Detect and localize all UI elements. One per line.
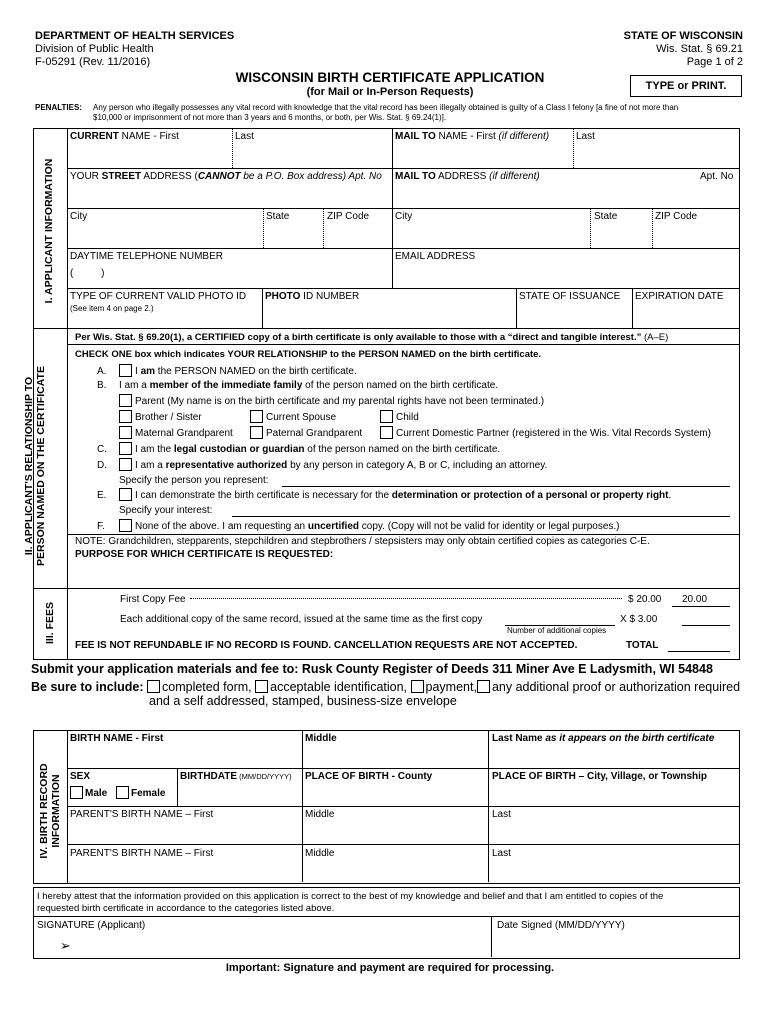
total-label: TOTAL [626, 640, 659, 651]
child-label: Child [396, 412, 419, 423]
include-list: Be sure to include: completed form, acceptable identification, payment, any additional proof or authorization required [31, 680, 741, 694]
option-b-text: I am a member of the immediate family of the person named on the birth certificate. [119, 380, 499, 391]
male-label: Male [85, 788, 108, 799]
checkbox-parent[interactable] [119, 394, 132, 407]
zip-label: ZIP Code [327, 211, 370, 222]
option-c-text: I am the legal custodian or guardian of the person named on the birth certificate. [135, 444, 501, 455]
state-label: State [266, 211, 290, 222]
attest-text-1: I hereby attest that the information provided on this application is correct to the best of my knowledge and belief and that I am entitled to copies of the [37, 891, 664, 902]
checkbox-current-spouse[interactable] [250, 410, 263, 423]
mail-address-input[interactable] [395, 186, 735, 206]
expiration-input[interactable] [635, 306, 735, 326]
checkbox-e[interactable] [119, 488, 132, 501]
submit-instructions: Submit your application materials and fee to: Rusk County Register of Deeds 311 Miner Ave E Ladysmith, WI 54848 [31, 662, 713, 676]
checkbox-f[interactable] [119, 519, 132, 532]
checkbox-payment[interactable] [411, 680, 424, 693]
checkbox-completed-form[interactable] [147, 680, 160, 693]
check-one-instruction: CHECK ONE box which indicates YOUR RELATIONSHIP to the PERSON NAMED on the birth certificate. [75, 349, 542, 360]
parent1-first-input[interactable] [70, 823, 298, 842]
parent2-first-input[interactable] [70, 862, 298, 881]
expiration-label: EXPIRATION DATE [635, 291, 724, 302]
street-address-input[interactable] [70, 186, 390, 206]
birth-last-input[interactable] [492, 747, 735, 766]
mail-city-label: City [395, 211, 413, 222]
attest-text-2: requested birth certificate in accordance to the categories listed above. [37, 903, 335, 914]
section3-side-label: III. FEES [44, 602, 56, 645]
birth-name-first-label: BIRTH NAME - First [70, 733, 164, 744]
not-refundable-notice: FEE IS NOT REFUNDABLE IF NO RECORD IS FOUND. CANCELLATION REQUESTS ARE NOT ACCEPTED. [75, 640, 578, 651]
zip-input[interactable] [327, 226, 389, 246]
additional-copies-caption: Number of additional copies [507, 626, 607, 635]
birth-middle-input[interactable] [305, 747, 485, 766]
parent1-middle-input[interactable] [305, 823, 485, 842]
parent1-last-input[interactable] [492, 823, 735, 842]
signature-arrow-icon: ➢ [60, 938, 71, 953]
sex-label: SEX [70, 771, 91, 782]
section1-side-label: I. APPLICANT INFORMATION [43, 158, 55, 304]
parent1-middle-label: Middle [305, 809, 335, 820]
photo-id-number-label: PHOTO ID NUMBER [265, 291, 360, 302]
first-copy-fee: $ 20.00 [628, 594, 662, 605]
form-number: F-05291 (Rev. 11/2016) [35, 56, 151, 68]
penalties-label: PENALTIES: [35, 103, 82, 112]
state-issuance-label: STATE OF ISSUANCE [519, 291, 621, 302]
section4-side-label: IV. BIRTH RECORD INFORMATION [38, 763, 62, 859]
last-name-label: Last [235, 131, 254, 142]
pob-city-input[interactable] [492, 785, 735, 804]
parent1-last-label: Last [492, 809, 511, 820]
state-name: STATE OF WISCONSIN [623, 30, 743, 42]
first-copy-label: First Copy Fee [120, 594, 186, 605]
current-last-name-input[interactable] [235, 146, 390, 166]
date-signed-input[interactable] [497, 934, 735, 954]
phone-input[interactable]: ( ) [70, 268, 105, 279]
birthdate-input[interactable] [180, 785, 298, 804]
d-specify-input[interactable] [282, 486, 730, 487]
checkbox-a[interactable] [119, 364, 132, 377]
birth-first-input[interactable] [70, 747, 298, 766]
checkbox-female[interactable] [116, 786, 129, 799]
phone-label: DAYTIME TELEPHONE NUMBER [70, 251, 223, 262]
mail-to-name-label: MAIL TO NAME - First (if different) [395, 131, 550, 142]
section2-intro: Per Wis. Stat. § 69.20(1), a CERTIFIED copy of a birth certificate is only available to those with a “direct and tangible interest.” (A–E) [75, 332, 669, 343]
mail-state-input[interactable] [594, 226, 649, 246]
brother-sister-label: Brother / Sister [135, 412, 202, 423]
birth-middle-label: Middle [305, 733, 337, 744]
checkbox-domestic-partner[interactable] [380, 426, 393, 439]
additional-total-input[interactable] [682, 625, 730, 626]
photo-id-note: (See item 4 on page 2.) [70, 304, 154, 313]
penalties-text-2: $10,000 or imprisonment of not more than 3 years and 6 months, or both, per Wis. Stat. § 69.24(1)]. [93, 113, 447, 122]
parent2-middle-input[interactable] [305, 862, 485, 881]
mail-to-last-input[interactable] [576, 146, 736, 166]
current-name-label: CURRENT NAME - First [70, 131, 179, 142]
parent2-middle-label: Middle [305, 848, 335, 859]
statute: Wis. Stat. § 69.21 [656, 43, 743, 55]
signature-input[interactable] [80, 934, 485, 954]
city-label: City [70, 211, 88, 222]
pob-county-label: PLACE OF BIRTH - County [305, 771, 433, 782]
checkbox-paternal-grandparent[interactable] [250, 426, 263, 439]
parent2-first-label: PARENT'S BIRTH NAME – First [70, 848, 214, 859]
envelope-note: and a self addressed, stamped, business-size envelope [149, 694, 457, 708]
city-input[interactable] [70, 226, 260, 246]
e-specify-label: Specify your interest: [119, 505, 213, 516]
checkbox-child[interactable] [380, 410, 393, 423]
checkbox-d[interactable] [119, 458, 132, 471]
domestic-partner-label: Current Domestic Partner (registered in the Wis. Vital Records System) [396, 428, 711, 439]
type-print-box: TYPE or PRINT. [630, 75, 742, 97]
checkbox-maternal-grandparent[interactable] [119, 426, 132, 439]
date-signed-label: Date Signed (MM/DD/YYYY) [497, 920, 625, 931]
section2-side-label: II. APPLICANT'S RELATIONSHIP TO PERSON NAMED ON THE CERTIFICATE [23, 366, 47, 566]
mail-city-input[interactable] [395, 226, 588, 246]
checkbox-brother-sister[interactable] [119, 410, 132, 423]
additional-copy-fee: X $ 3.00 [620, 614, 658, 625]
e-specify-input[interactable] [232, 516, 730, 517]
paternal-grandparent-label: Paternal Grandparent [266, 428, 363, 439]
additional-copy-label: Each additional copy of the same record, issued at the same time as the first copy [120, 614, 483, 625]
email-input[interactable] [395, 266, 735, 286]
mail-zip-label: ZIP Code [655, 211, 698, 222]
form-title: WISCONSIN BIRTH CERTIFICATE APPLICATION [235, 70, 545, 85]
state-input[interactable] [266, 226, 321, 246]
page-number: Page 1 of 2 [686, 56, 743, 68]
purpose-input[interactable] [75, 563, 735, 585]
email-label: EMAIL ADDRESS [395, 251, 476, 262]
option-e-text: I can demonstrate the birth certificate is necessary for the determination or protection of a personal or property right. [135, 490, 672, 501]
parent1-first-label: PARENT'S BIRTH NAME – First [70, 809, 214, 820]
birth-last-label: Last Name as it appears on the birth certificate [492, 733, 715, 744]
checkbox-male[interactable] [70, 786, 83, 799]
photo-id-number-input[interactable] [265, 306, 513, 326]
division-name: Division of Public Health [35, 43, 154, 55]
state-issuance-input[interactable] [519, 306, 629, 326]
department-name: DEPARTMENT OF HEALTH SERVICES [35, 30, 235, 42]
mail-zip-input[interactable] [655, 226, 735, 246]
important-note: Important: Signature and payment are required for processing. [225, 962, 555, 974]
d-specify-label: Specify the person you represent: [119, 475, 269, 486]
option-f-text: None of the above. I am requesting an uncertified copy. (Copy will not be valid for identity or legal purposes.) [135, 521, 620, 532]
total-input[interactable] [668, 651, 730, 652]
signature-label: SIGNATURE (Applicant) [37, 920, 146, 931]
mail-apt-label: Apt. No [700, 171, 734, 182]
checkbox-c[interactable] [119, 442, 132, 455]
mail-to-last-label: Last [576, 131, 595, 142]
birthdate-label: BIRTHDATE (MM/DD/YYYY) [180, 771, 292, 782]
parent2-last-label: Last [492, 848, 511, 859]
checkbox-additional-proof[interactable] [477, 680, 490, 693]
purpose-label: PURPOSE FOR WHICH CERTIFICATE IS REQUESTED: [75, 549, 334, 560]
parent-label: Parent (My name is on the birth certificate and my parental rights have not been terminated.) [135, 396, 545, 407]
mail-state-label: State [594, 211, 618, 222]
grandchildren-note: NOTE: Grandchildren, stepparents, stepchildren and stepbrothers / stepsisters may only obtain certified copies as categories C-E. [75, 536, 650, 547]
first-copy-amount: 20.00 [682, 594, 708, 605]
photo-id-type-label: TYPE OF CURRENT VALID PHOTO ID [70, 291, 247, 302]
pob-city-label: PLACE OF BIRTH – City, Village, or Township [492, 771, 708, 782]
form-subtitle: (for Mail or In-Person Requests) [306, 86, 474, 98]
option-a-text: I am the PERSON NAMED on the birth certificate. [135, 366, 357, 377]
checkbox-acceptable-id[interactable] [255, 680, 268, 693]
street-address-label: YOUR STREET ADDRESS (CANNOT be a P.O. Box address) Apt. No [70, 171, 382, 182]
maternal-grandparent-label: Maternal Grandparent [135, 428, 233, 439]
penalties-text-1: Any person who illegally possesses any vital record with knowledge that the vital record has been illegally obtained is guilty of a Class I felony [a fine of not more than [93, 103, 679, 112]
female-label: Female [131, 788, 166, 799]
mail-to-address-label: MAIL TO ADDRESS (if different) [395, 171, 540, 182]
current-spouse-label: Current Spouse [266, 412, 337, 423]
parent2-last-input[interactable] [492, 862, 735, 881]
option-d-text: I am a representative authorized by any person in category A, B or C, including an attorney. [135, 460, 548, 471]
current-first-name-input[interactable] [70, 146, 230, 166]
pob-county-input[interactable] [305, 785, 485, 804]
mail-to-first-input[interactable] [395, 146, 570, 166]
